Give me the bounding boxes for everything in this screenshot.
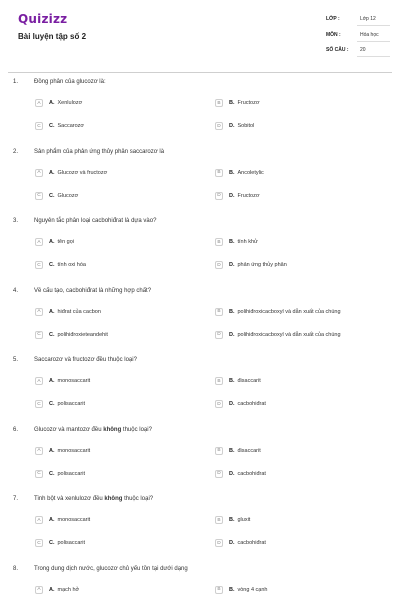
question-text-part: thuộc loại? xyxy=(121,426,152,433)
meta-underline xyxy=(357,25,390,26)
option-text: monosaccarit xyxy=(57,517,91,523)
option-letter-box: B xyxy=(215,169,223,177)
question-text-part: Đồng phân của glucozơ là: xyxy=(34,79,106,85)
option-text: gluxit xyxy=(237,517,251,523)
option-letter-box: C xyxy=(35,331,43,339)
option-text: đisaccarit xyxy=(237,447,261,454)
question-text-part: Sản phẩm của phản ứng thủy phân saccarozơ là xyxy=(34,148,165,155)
answer-option-d[interactable] xyxy=(215,399,266,409)
question-number: 2. xyxy=(13,148,19,155)
option-letter-box: B xyxy=(215,308,223,316)
option-key: C. xyxy=(49,540,55,546)
answer-option-a[interactable] xyxy=(35,307,101,317)
option-letter-box: B xyxy=(215,99,223,107)
option-text: mạch hở xyxy=(57,586,80,593)
question-text-part: thuộc loại? xyxy=(122,496,154,502)
question-text xyxy=(34,357,137,363)
option-key: B. xyxy=(229,517,235,523)
option-text: polihiđroxicacboxyl và dẫn xuất của chúng xyxy=(237,331,341,338)
option-text: Sobitol xyxy=(237,123,255,129)
question-text-part: Tinh bột và xenlulozơ đều xyxy=(34,496,105,502)
question-text-part: Trong dung dịch nước, glucozơ chủ yếu tồn tại dưới dạng xyxy=(34,565,188,572)
option-letter-box: C xyxy=(35,122,43,130)
answer-option-a[interactable] xyxy=(35,168,107,178)
option-text: Ancoletylic xyxy=(237,169,264,176)
answer-option-d[interactable] xyxy=(215,121,254,131)
question-number: 3. xyxy=(13,218,19,224)
option-key: B. xyxy=(229,308,235,315)
meta-underline xyxy=(357,41,390,42)
option-key: C. xyxy=(49,192,55,199)
answer-option-a[interactable] xyxy=(35,446,90,456)
meta-value-class: Lớp 12 xyxy=(360,16,376,22)
answer-option-a[interactable] xyxy=(35,585,79,595)
option-text: hiđrat của cacbon xyxy=(57,308,101,315)
answer-option-a[interactable] xyxy=(35,376,90,386)
option-letter-box: B xyxy=(215,447,223,455)
option-text: Saccarozơ xyxy=(57,123,85,129)
question-text xyxy=(34,427,152,433)
option-letter-box: D xyxy=(215,470,223,478)
answer-option-a[interactable] xyxy=(35,98,82,108)
option-key: C. xyxy=(49,262,55,268)
quizizz-logo[interactable]: Quizizz xyxy=(18,12,68,26)
option-letter-box: A xyxy=(35,308,43,316)
option-letter-box: C xyxy=(35,539,43,547)
option-text: polihiđroxieteandehit xyxy=(57,331,108,338)
option-letter-box: A xyxy=(35,99,43,107)
option-text: polisaccarit xyxy=(57,540,86,546)
meta-label-count: SỐ CÂU : xyxy=(326,47,349,53)
option-text: cacbohiđrat xyxy=(237,540,266,546)
option-text: Glucozơ xyxy=(57,192,79,199)
option-text: tính oxi hóa xyxy=(57,262,86,268)
option-letter-box: C xyxy=(35,261,43,269)
option-key: D. xyxy=(229,331,235,338)
question-emphasis: không xyxy=(104,496,123,502)
answer-option-b[interactable] xyxy=(215,307,341,317)
option-letter-box: B xyxy=(215,377,223,385)
answer-option-c[interactable] xyxy=(35,260,86,270)
option-letter-box: A xyxy=(35,169,43,177)
meta-label-class: LỚP : xyxy=(326,16,340,22)
option-key: B. xyxy=(229,169,235,176)
option-text: cacbohiđrat xyxy=(237,470,266,477)
option-key: D. xyxy=(229,540,235,546)
option-key: B. xyxy=(229,100,235,106)
option-text: Fructozơ xyxy=(237,100,260,106)
option-key: D. xyxy=(229,401,235,407)
meta-label-subject: MÔN : xyxy=(326,32,341,38)
question-emphasis: không xyxy=(103,426,122,433)
answer-option-a[interactable] xyxy=(35,237,74,247)
answer-option-b[interactable] xyxy=(215,446,261,456)
header-divider xyxy=(8,72,392,73)
option-key: B. xyxy=(229,239,235,245)
question-number: 5. xyxy=(13,357,19,363)
question-number: 6. xyxy=(13,426,19,433)
option-text: monosaccarit xyxy=(57,378,91,384)
meta-value-count: 20 xyxy=(360,47,366,53)
question-number: 8. xyxy=(13,565,19,572)
question-number: 7. xyxy=(13,496,19,502)
option-text: polisaccarit xyxy=(57,470,86,477)
answer-option-b[interactable] xyxy=(215,98,259,108)
option-text: đisaccarit xyxy=(237,378,261,384)
option-key: D. xyxy=(229,262,235,268)
answer-option-b[interactable] xyxy=(215,585,267,595)
question-text xyxy=(34,149,164,155)
option-key: A. xyxy=(49,447,55,454)
worksheet-header xyxy=(0,0,400,70)
option-letter-box: D xyxy=(215,192,223,200)
worksheet-title: Bài luyện tập số 2 xyxy=(18,32,87,41)
answer-option-b[interactable] xyxy=(215,168,264,178)
answer-option-a[interactable] xyxy=(35,515,90,525)
option-letter-box: A xyxy=(35,516,43,524)
option-text: Xenlulozơ xyxy=(57,100,83,106)
option-letter-box: C xyxy=(35,192,43,200)
option-key: C. xyxy=(49,123,55,129)
option-text: phản ứng thủy phân xyxy=(237,262,287,268)
option-text: polisaccarit xyxy=(57,401,86,407)
option-text: Glucozơ và fructozơ xyxy=(57,169,108,176)
option-key: B. xyxy=(229,447,235,454)
question-text xyxy=(34,79,106,85)
option-key: A. xyxy=(49,517,55,523)
question-text-part: Glucozơ và mantozơ đều xyxy=(34,426,104,433)
option-key: A. xyxy=(49,586,55,593)
option-text: tên gọi xyxy=(57,239,75,245)
answer-option-b[interactable] xyxy=(215,376,261,386)
option-text: tính khử xyxy=(237,239,258,245)
question-text-part: Về cấu tạo, cacbohiđrat là những hợp chất? xyxy=(34,287,152,294)
answer-option-c[interactable] xyxy=(35,538,85,548)
option-key: B. xyxy=(229,586,235,593)
option-key: C. xyxy=(49,470,55,477)
option-key: A. xyxy=(49,308,55,315)
question-number: 4. xyxy=(13,287,19,294)
option-text: Fructozơ xyxy=(237,192,260,199)
answer-option-d[interactable] xyxy=(215,538,266,548)
option-letter-box: D xyxy=(215,400,223,408)
option-letter-box: D xyxy=(215,539,223,547)
answer-option-d[interactable] xyxy=(215,191,259,201)
option-letter-box: C xyxy=(35,470,43,478)
option-letter-box: D xyxy=(215,331,223,339)
question-text xyxy=(34,218,156,224)
question-text xyxy=(34,288,151,294)
option-letter-box: A xyxy=(35,377,43,385)
question-text-part: Saccarozơ và fructozơ đều thuộc loại? xyxy=(34,357,137,363)
option-letter-box: A xyxy=(35,447,43,455)
option-text: monosaccarit xyxy=(57,447,91,454)
option-key: C. xyxy=(49,401,55,407)
answer-option-c[interactable] xyxy=(35,469,85,479)
answer-option-d[interactable] xyxy=(215,330,341,340)
option-key: C. xyxy=(49,331,55,338)
question-text xyxy=(34,496,153,502)
option-key: A. xyxy=(49,169,55,176)
answer-option-c[interactable] xyxy=(35,330,108,340)
answer-option-d[interactable] xyxy=(215,469,266,479)
answer-option-b[interactable] xyxy=(215,515,250,525)
option-key: D. xyxy=(229,192,235,199)
option-letter-box: C xyxy=(35,400,43,408)
option-key: B. xyxy=(229,378,235,384)
option-key: D. xyxy=(229,470,235,477)
option-letter-box: D xyxy=(215,261,223,269)
answer-option-d[interactable] xyxy=(215,260,287,270)
option-letter-box: B xyxy=(215,586,223,594)
answer-option-c[interactable] xyxy=(35,399,85,409)
option-key: A. xyxy=(49,100,55,106)
question-text xyxy=(34,566,188,572)
option-letter-box: B xyxy=(215,238,223,246)
option-letter-box: D xyxy=(215,122,223,130)
option-letter-box: B xyxy=(215,516,223,524)
question-text-part: Nguyên tắc phân loại cacbohiđrat là dựa vào? xyxy=(34,218,157,224)
meta-value-subject: Hóa học xyxy=(360,32,379,38)
answer-option-c[interactable] xyxy=(35,121,84,131)
question-number: 1. xyxy=(13,79,19,85)
option-letter-box: A xyxy=(35,586,43,594)
option-key: D. xyxy=(229,123,235,129)
option-text: vòng 4 cạnh xyxy=(237,586,268,593)
option-text: polihiđroxicacboxyl và dẫn xuất của chúng xyxy=(237,308,341,315)
answer-option-b[interactable] xyxy=(215,237,258,247)
answer-option-c[interactable] xyxy=(35,191,78,201)
meta-underline xyxy=(357,56,390,57)
option-key: A. xyxy=(49,378,55,384)
option-text: cacbohiđrat xyxy=(237,401,266,407)
option-letter-box: A xyxy=(35,238,43,246)
option-key: A. xyxy=(49,239,55,245)
